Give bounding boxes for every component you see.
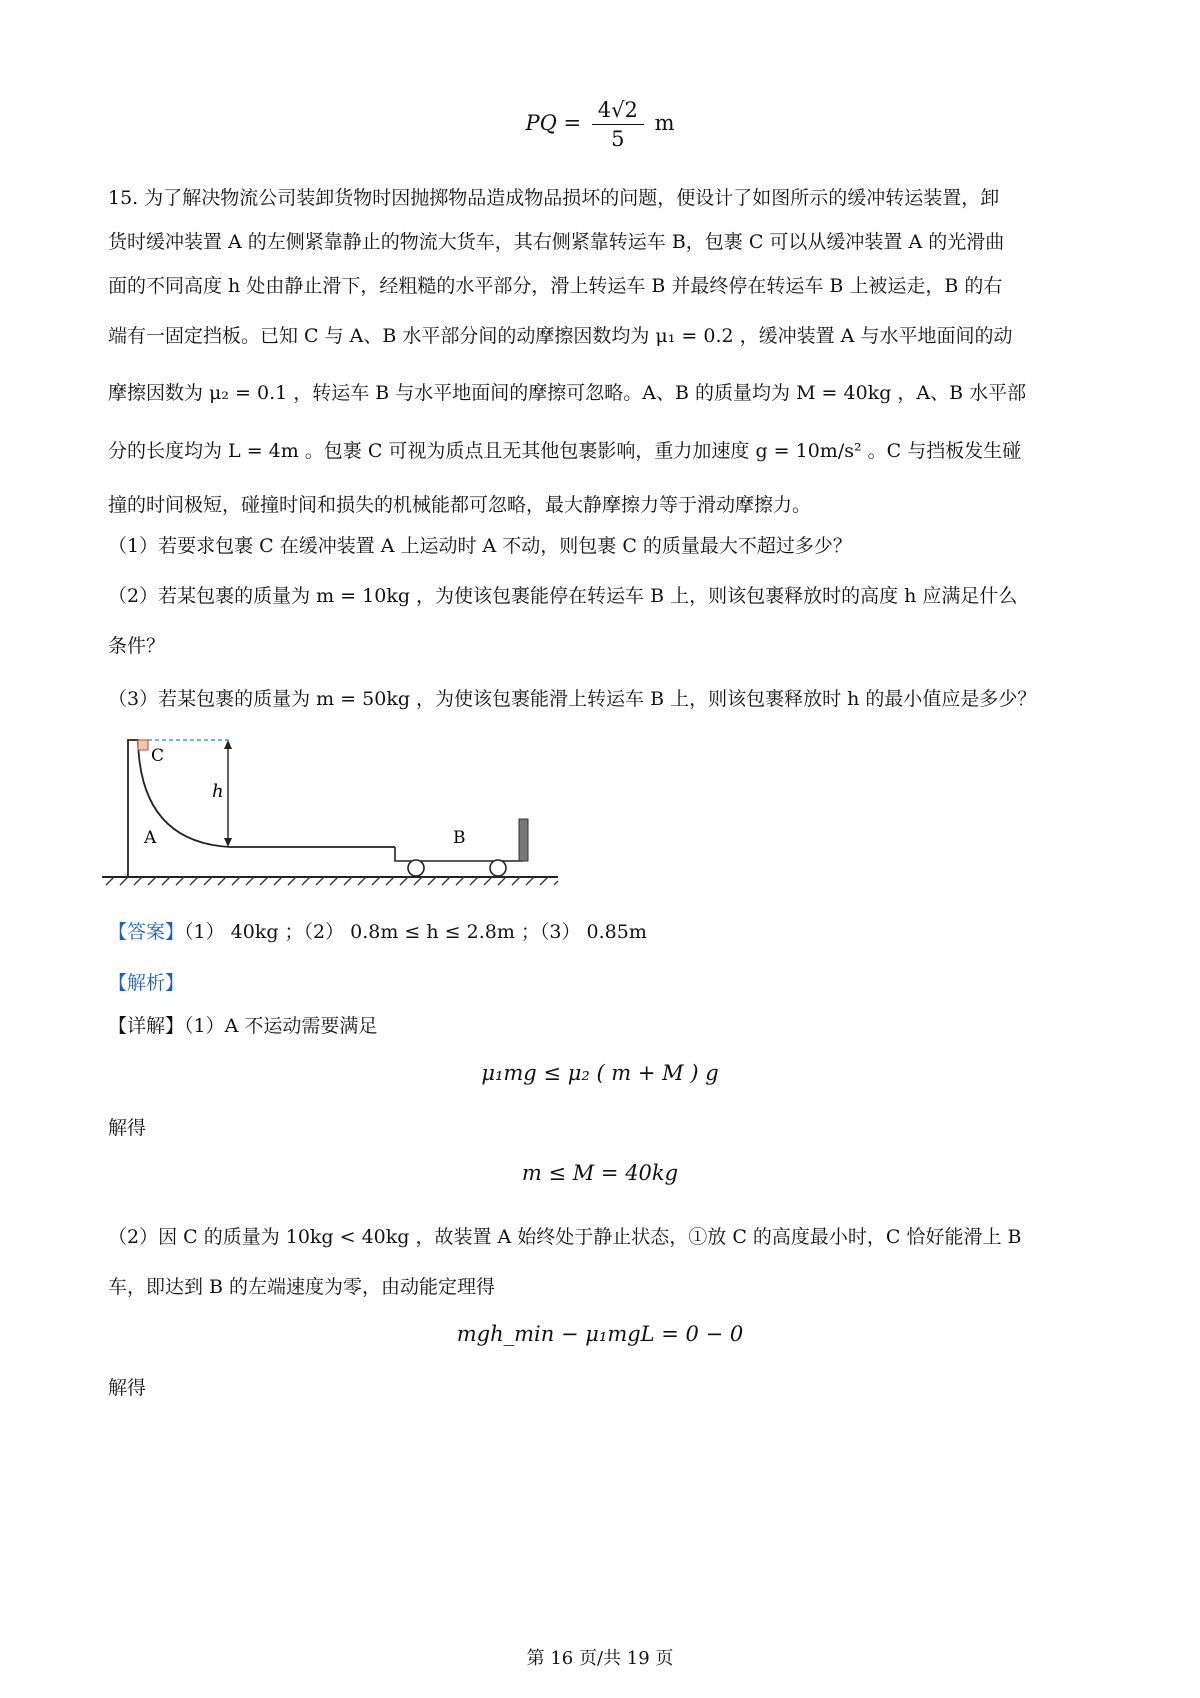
detail-tag: 【详解】 <box>108 1015 185 1037</box>
pq-denominator: 5 <box>611 127 625 151</box>
ground-hatching <box>106 877 558 885</box>
page-footer: 第 16 页/共 19 页 <box>526 1648 674 1669</box>
pq-lhs: PQ = <box>525 111 582 135</box>
pq-unit: m <box>654 111 675 135</box>
problem-line-3: 面的不同高度 h 处由静止滑下，经粗糙的水平部分，滑上转运车 B 并最终停在转运车 B 上被运走，B 的右 <box>108 275 1003 297</box>
problem-line-7: 撞的时间极短，碰撞时间和损失的机械能都可忽略，最大静摩擦力等于滑动摩擦力。 <box>108 494 812 516</box>
answer-tag: 【答案】 <box>108 921 185 943</box>
part-2-line-2: 车，即达到 B 的左端速度为零，由动能定理得 <box>108 1276 496 1298</box>
cart-stop-plate <box>519 819 528 861</box>
problem-line-1: 15. 为了解决物流公司装卸货物时因抛掷物品造成物品损坏的问题，便设计了如图所示的缓冲转运装置，卸 <box>108 187 1000 209</box>
question-2-line-2: 条件？ <box>108 635 166 657</box>
solve-label-1: 解得 <box>108 1117 147 1139</box>
equation-3: mgh_min − μ₁mgL = 0 − 0 <box>456 1322 744 1346</box>
cart-wheel-left <box>408 860 424 876</box>
problem-line-6: 分的长度均为 L = 4m 。包裹 C 可视为质点且无其他包裹影响，重力加速度 g = 10m/s² 。C 与挡板发生碰 <box>108 440 1022 462</box>
solve-label-2: 解得 <box>108 1377 147 1399</box>
detail-text: （1）A 不运动需要满足 <box>184 1015 378 1037</box>
height-arrow-bottom <box>224 838 232 847</box>
equation-2: m ≤ M = 40kg <box>521 1161 679 1185</box>
label-a: A <box>144 828 157 848</box>
answer-line <box>108 917 647 944</box>
detail-line <box>108 1011 377 1038</box>
height-arrow-top <box>224 740 232 749</box>
answer-text: （1） 40kg ；（2） 0.8m ≤ h ≤ 2.8m ；（3） 0.85m <box>184 921 647 943</box>
cart-b <box>395 847 523 861</box>
question-3: （3）若某包裹的质量为 m = 50kg ，为使该包裹能滑上转运车 B 上，则该包裹释放时 h 的最小值应是多少？ <box>108 688 1037 710</box>
pq-numerator: 4√2 <box>592 98 644 125</box>
cart-wheel-right <box>490 860 506 876</box>
problem-line-5: 摩擦因数为 μ₂ = 0.1 ，转运车 B 与水平地面间的摩擦可忽略。A、B 的质量均为 M = 40kg ，A、B 水平部 <box>108 382 1027 404</box>
question-2-line-1: （2）若某包裹的质量为 m = 10kg ，为使该包裹能停在转运车 B 上，则该包裹释放时的高度 h 应满足什么 <box>108 585 1018 607</box>
label-b: B <box>453 828 466 848</box>
problem-line-2: 货时缓冲装置 A 的左侧紧靠静止的物流大货车，其右侧紧靠转运车 B，包裹 C 可以从缓冲装置 A 的光滑曲 <box>108 231 1005 253</box>
pq-formula <box>0 98 1200 151</box>
problem-line-4: 端有一固定挡板。已知 C 与 A、B 水平部分间的动摩擦因数均为 μ₁ = 0.2 ，缓冲装置 A 与水平地面间的动 <box>108 325 1013 347</box>
buffer-device-a <box>128 740 395 877</box>
part-2-line-1: （2）因 C 的质量为 10kg < 40kg ，故装置 A 始终处于静止状态，①放 C 的高度最小时，C 恰好能滑上 B <box>108 1226 1022 1248</box>
analysis-tag: 【解析】 <box>108 972 185 994</box>
label-h: h <box>212 781 224 802</box>
equation-1: μ₁mg ≤ μ₂ ( m + M ) g <box>481 1061 719 1085</box>
question-1: （1）若要求包裹 C 在缓冲装置 A 上运动时 A 不动，则包裹 C 的质量最大不超过多少？ <box>108 535 852 557</box>
pq-fraction <box>592 98 644 151</box>
apparatus-diagram <box>100 730 570 890</box>
package-c <box>138 740 148 750</box>
label-c: C <box>151 746 165 766</box>
